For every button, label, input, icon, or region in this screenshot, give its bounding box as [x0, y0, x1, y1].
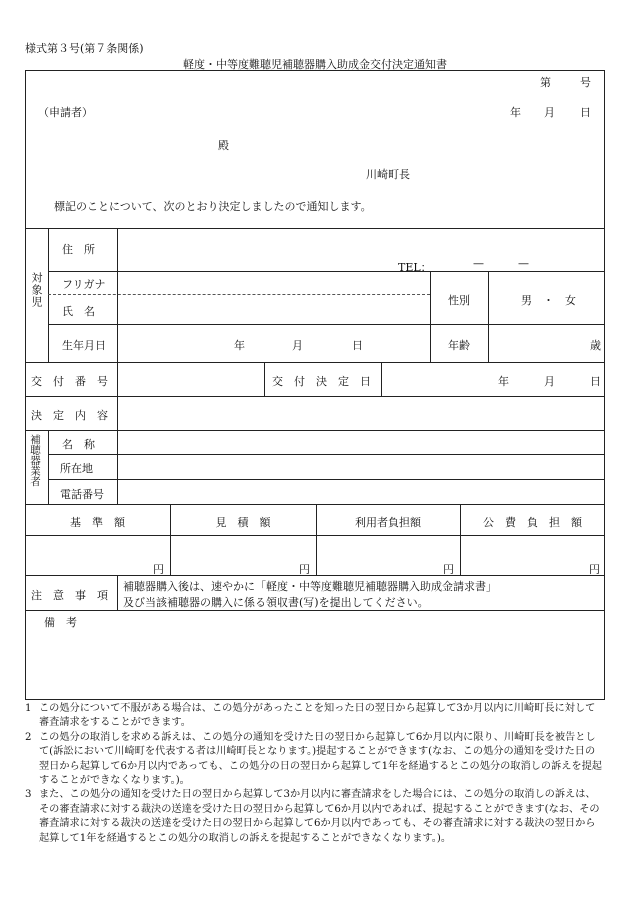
- decision-month: 月: [544, 375, 555, 388]
- grant-number-label: 交 付 番 号: [31, 375, 108, 388]
- dono-honorific: 殿: [218, 139, 229, 152]
- footnote-1-number: 1: [25, 703, 32, 714]
- amount-header-estimate: 見 積 額: [215, 516, 271, 529]
- vendor-address-label: 所在地: [60, 462, 93, 475]
- footnote-2: [25, 731, 605, 789]
- footnotes: [25, 702, 605, 846]
- subject-name-label: 氏 名: [62, 305, 95, 318]
- amount-unit-standard: 円: [153, 563, 164, 576]
- footnote-3: [25, 788, 605, 846]
- amount-header-standard: 基 準 額: [70, 516, 125, 529]
- vendor-name-label: 名 称: [62, 438, 95, 451]
- decision-date-label: 交 付 決 定 日: [272, 375, 371, 388]
- amount-unit-estimate: 円: [299, 563, 310, 576]
- birth-month: 月: [292, 339, 303, 352]
- decision-day: 日: [590, 375, 601, 388]
- birth-day: 日: [352, 339, 363, 352]
- doc-number-go: 号: [580, 76, 591, 89]
- issuer-name: 川崎町長: [366, 168, 410, 181]
- decision-year: 年: [498, 375, 509, 388]
- notice-label: 注 意 事 項: [31, 589, 108, 602]
- amount-unit-user-burden: 円: [443, 563, 454, 576]
- notice-line-2: 及び当該補聴器の購入に係る領収書(写)を提出してください。: [123, 596, 429, 609]
- amount-unit-public-burden: 円: [589, 563, 600, 576]
- form-number: 様式第３号(第７条関係): [25, 42, 144, 55]
- footnote-1: [25, 702, 605, 731]
- intro-text: 標記のことについて、次のとおり決定しましたので通知します。: [54, 200, 372, 213]
- gender-label: 性別: [448, 294, 470, 307]
- subject-group-label: 対象児: [30, 272, 43, 308]
- footnote-3-text: また、この処分の通知を受けた日の翌日から起算して3か月以内に審査請求をした場合には、この処分の取消しの訴えは、その審査請求に対する裁決の送達を受けた日の翌日から起算して6か月以内であれば、提起することができます(なお、その審査請求に対する裁決の送達を受けた日の翌日から起算して6か月以内であっても、その審査請求に対する裁決の翌日から起算して1年を経過するとこの処分の取消しの訴えを提起することができなくなります。)。: [39, 789, 600, 844]
- furigana-label: フリガナ: [62, 278, 106, 291]
- amount-header-user-burden: 利用者負担額: [355, 516, 421, 529]
- gender-options: 男 ・ 女: [521, 294, 576, 307]
- birth-year: 年: [234, 339, 245, 352]
- birthdate-label: 生年月日: [62, 339, 106, 352]
- doc-number-dai: 第: [540, 76, 551, 89]
- tel-dash-2: —: [518, 257, 529, 270]
- footnote-2-number: 2: [25, 731, 32, 743]
- footnote-3-number: 3: [25, 789, 32, 801]
- age-unit: 歳: [590, 339, 601, 352]
- tel-label: TEL：: [398, 261, 432, 274]
- form-title: 軽度・中等度難聴児補聴器購入助成金交付決定通知書: [183, 58, 447, 71]
- tel-dash-1: —: [473, 257, 484, 270]
- amount-header-public-burden: 公 費 負 担 額: [483, 516, 582, 529]
- subject-address-label: 住 所: [62, 243, 95, 256]
- remarks-label: 備 考: [44, 616, 77, 629]
- notice-date-year: 年: [510, 106, 521, 119]
- notice-line-1: 補聴器購入後は、速やかに「軽度・中等度難聴児補聴器購入助成金請求書」: [123, 580, 497, 593]
- vendor-group-label: 補聴器業者: [29, 434, 41, 487]
- age-label: 年齢: [448, 339, 470, 352]
- notice-date-day: 日: [580, 106, 591, 119]
- footnote-1-text: この処分について不服がある場合は、この処分があったことを知った日の翌日から起算して3か月以内に川崎町長に対して審査請求をすることができます。: [39, 703, 596, 729]
- decision-content-label: 決 定 内 容: [31, 409, 108, 422]
- applicant-label: （申請者）: [38, 106, 93, 119]
- notice-date-month: 月: [544, 106, 555, 119]
- vendor-phone-label: 電話番号: [60, 488, 104, 501]
- footnote-2-text: この処分の取消しを求める訴えは、この処分の通知を受けた日の翌日から起算して6か月以内に限り、川崎町長を被告として(訴訟において川崎町を代表する者は川崎町長となります。)提起することができます(なお、この処分の通知を受けた日の翌日から起算して6か月以内であっても、この処分の日の翌日から起算して1年を経過するとこの処分の取消しの訴えを提起することができなくなります。)。: [39, 731, 602, 787]
